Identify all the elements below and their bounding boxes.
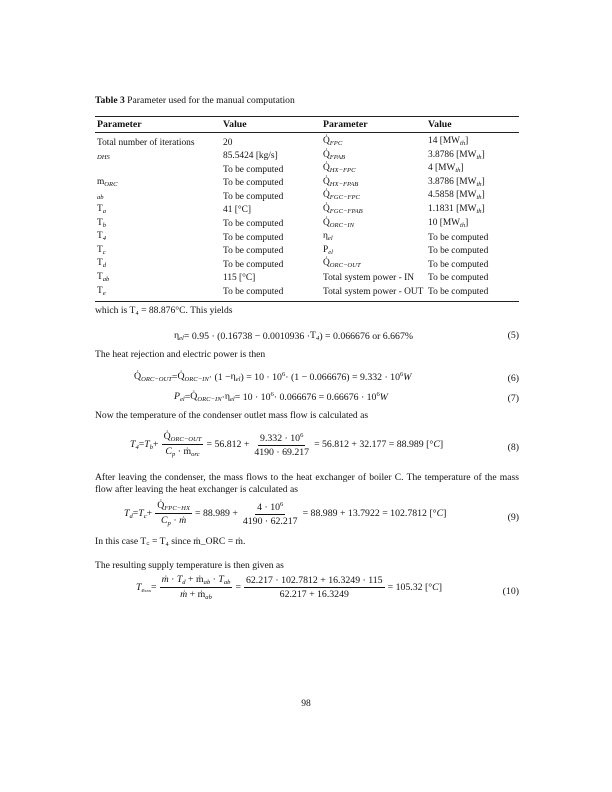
subscript: ab [223, 579, 231, 586]
table-row [95, 133, 519, 150]
math-text: To be computed [428, 273, 489, 284]
subscript: 4 [135, 443, 139, 451]
table-cell [221, 245, 321, 259]
math-symbol: $Q̇_{ORC-OUT}$ [134, 371, 172, 383]
subscript: orc [191, 451, 200, 458]
table-cell [95, 190, 221, 204]
paragraph: which is T₄ = 88.876°C. This yields [95, 305, 233, 316]
math-symbol: C [433, 439, 440, 450]
numerator [160, 574, 233, 588]
table-cell [95, 204, 221, 218]
math-text: 1.1831 [MW [428, 203, 477, 214]
math-text: ] [481, 149, 485, 160]
math-symbol: C [436, 508, 444, 519]
math-text: · [170, 515, 180, 526]
table-cell [426, 150, 519, 164]
table-cell [95, 258, 221, 272]
table-cell [321, 177, 426, 191]
math-text: 41 [°C] [223, 205, 251, 216]
equation-7 [174, 391, 388, 403]
parameter-table [95, 116, 519, 302]
superscript: 6 [399, 371, 404, 378]
table-cell [221, 150, 321, 164]
fraction [155, 500, 192, 527]
math-text: + [146, 508, 153, 519]
math-text: 62.217 + 16.3249 [279, 589, 349, 600]
subscript: el [327, 235, 333, 243]
math-symbol: W [403, 371, 412, 383]
numerator [255, 501, 285, 515]
subscript: el [328, 248, 333, 256]
header-parameter: Parameter [95, 117, 221, 133]
subscript: FGC−FPC [329, 194, 360, 202]
math-text: ] [439, 439, 444, 450]
math-text: + [153, 439, 159, 450]
math-symbol: $Q̇_{ORC-IN}$ [177, 371, 209, 383]
table-cell [221, 177, 321, 191]
math-symbol: $T_c$ [138, 507, 147, 520]
math-text: 4 · 10 [257, 501, 280, 513]
math-text: · [175, 446, 184, 457]
table-header-row [95, 117, 519, 133]
subscript: th [455, 167, 461, 175]
table-row [95, 218, 519, 232]
subscript: el [229, 396, 235, 403]
math-text: + [187, 589, 198, 600]
table-cell [321, 286, 426, 302]
subscript: ab [205, 594, 212, 601]
math-symbol: $T_b$ [97, 217, 107, 229]
subscript: th [476, 180, 482, 188]
math-text: ] [481, 176, 485, 187]
math-text: 4190 · 62.217 [242, 515, 298, 527]
equation-5 [174, 330, 413, 342]
subscript: ORC−OUT [141, 376, 172, 383]
math-symbol: $T_{ab}$ [218, 574, 231, 586]
fraction [252, 432, 311, 458]
math-symbol: $\eta_{el}$ [230, 371, 241, 383]
denominator [278, 588, 351, 600]
table-cell [221, 163, 321, 177]
math-symbol: ṁ [179, 515, 187, 526]
subscript: ORC [104, 180, 118, 188]
math-symbol: $T_a$ [97, 203, 107, 215]
math-text: To be computed [223, 219, 284, 230]
table-cell [426, 190, 519, 204]
math-text: + [185, 574, 197, 585]
paragraph: After leaving the condenser, the mass flows to the heat exchanger of boiler C. The temperature of the mass flow after leaving the heat exchanger is calculated as [95, 472, 519, 496]
subscript: c [143, 512, 147, 520]
fraction [160, 574, 233, 601]
numerator [155, 500, 192, 514]
math-symbol: $T_{e_{sss}}$ [136, 581, 152, 594]
table-row [95, 286, 519, 302]
subscript: ORC−IN [197, 396, 222, 403]
subscript: th [460, 140, 466, 147]
math-text: ] [465, 217, 469, 228]
equation-10 [136, 574, 442, 601]
subscript: p [171, 451, 176, 458]
math-symbol: $Q̇_{ORC-IN}$ [323, 217, 355, 229]
math-symbol: $\eta_{el}$ [323, 231, 333, 243]
math-text: = 88.989 + 13.7922 = 102.7812 [° [302, 508, 437, 519]
math-text: = [184, 391, 191, 403]
fraction [241, 501, 300, 527]
header-value: Value [221, 117, 321, 133]
math-symbol: $Q̇_{FGC-FPAB}$ [323, 203, 363, 215]
math-text: To be computed [223, 287, 284, 298]
subscript: ORC−IN [329, 221, 355, 229]
math-text: ] [460, 163, 464, 174]
math-symbol [97, 190, 104, 200]
math-text: = [138, 439, 145, 450]
subscript: FPC [329, 140, 343, 147]
math-text: To be computed [428, 232, 489, 243]
table-cell [321, 163, 426, 177]
table-cell [221, 204, 321, 218]
math-symbol: ṁ [161, 574, 169, 585]
numerator [244, 575, 385, 588]
superscript: 6 [270, 391, 274, 398]
math-symbol: C [432, 582, 439, 593]
math-symbol: $T_4$ [310, 330, 320, 342]
denominator [159, 514, 188, 527]
math-text: To be computed [428, 246, 489, 257]
table-cell [321, 258, 426, 272]
subscript: el [179, 396, 185, 403]
table-row [95, 272, 519, 286]
subscript: FPC−HX [164, 505, 190, 512]
table-cell [95, 133, 221, 150]
equation-number: (5) [507, 330, 519, 341]
subscript: FGC−FPAB [329, 207, 363, 215]
table-cell [321, 218, 426, 232]
math-symbol: $T_d$ [124, 507, 133, 520]
superscript: 6 [376, 391, 380, 398]
equation-8 [130, 431, 443, 458]
math-symbol: ṁ$_{ab}$ [196, 574, 211, 586]
math-text: ] [465, 136, 469, 146]
math-text: = 10 · 10 [234, 391, 271, 403]
math-symbol: $T_{ab}$ [97, 271, 110, 283]
table-cell [321, 150, 426, 164]
subscript: ab [102, 275, 110, 283]
math-text: ] [443, 508, 447, 519]
table-cell [95, 177, 221, 191]
subscript: b [102, 221, 107, 229]
table-cell [221, 190, 321, 204]
math-symbol: $Q̇_{FGC-FPC}$ [323, 190, 360, 202]
math-symbol: $\eta_{el}$ [224, 391, 235, 403]
math-symbol: $T_4$ [97, 231, 107, 243]
math-text: To be computed [223, 246, 284, 257]
table-cell [221, 231, 321, 245]
math-text: = [171, 371, 178, 383]
math-symbol: $T_b$ [144, 438, 154, 451]
math-symbol: $T_c$ [97, 244, 106, 256]
math-text: 4.5858 [MW [428, 190, 477, 201]
math-symbol: $Q̇_{FPAB}$ [323, 149, 346, 161]
table-cell [95, 272, 221, 286]
math-text: To be computed [223, 232, 284, 243]
table-row [95, 177, 519, 191]
subscript: HX−FPC [329, 167, 356, 175]
subscript: b [149, 443, 154, 451]
math-text: 9.332 · 10 [260, 432, 301, 444]
table-cell [426, 133, 519, 150]
table-cell [221, 218, 321, 232]
math-text: 14 [MW [428, 136, 461, 146]
math-symbol [97, 150, 110, 160]
table-row [95, 245, 519, 259]
subscript: p [167, 520, 171, 527]
math-text: ] [481, 190, 485, 201]
math-text: ) = 0.066676 or 6.667% [319, 330, 414, 342]
numerator [258, 432, 305, 446]
table-cell [426, 258, 519, 272]
math-text: To be computed [223, 259, 284, 270]
equation-number: (7) [507, 393, 519, 404]
math-text: 4190 · 69.217 [254, 446, 310, 458]
math-text: = 88.989 + [194, 508, 238, 519]
equation-6 [134, 371, 411, 383]
superscript: 6 [300, 431, 304, 439]
math-text: To be computed [428, 287, 489, 298]
table-cell [321, 231, 426, 245]
math-symbol: $Q̇_{FPC}$ [323, 136, 343, 147]
table-cell [321, 190, 426, 204]
table-row [95, 258, 519, 272]
table-cell [426, 245, 519, 259]
math-symbol: $P_{el}$ [174, 391, 185, 403]
math-symbol: $Q̇_{FPC-HX}$ [157, 500, 190, 512]
math-text: 20 [223, 137, 233, 148]
math-symbol: $T_d$ [176, 574, 186, 586]
paragraph: The resulting supply temperature is then given as [95, 560, 284, 571]
math-text: Total system power - OUT [323, 287, 424, 298]
table-row [95, 163, 519, 177]
table-label: Table 3 [95, 95, 125, 106]
superscript: 6 [281, 371, 286, 378]
math-symbol: ṁ [180, 589, 188, 600]
table-cell [95, 245, 221, 259]
math-symbol: $T_d$ [97, 258, 107, 270]
table-cell [426, 177, 519, 191]
equation-number: (8) [507, 442, 519, 453]
table-cell [95, 231, 221, 245]
math-text: Total number of iterations [97, 137, 195, 148]
math-text: 10 [MW [428, 217, 461, 228]
subscript: ab [203, 579, 211, 586]
table-cell [426, 204, 519, 218]
math-symbol: $C_p$ [161, 515, 171, 527]
math-text: ] [481, 203, 485, 214]
math-symbol: $Q̇_{HX-FPAB}$ [323, 176, 359, 188]
math-text: 115 [°C] [223, 273, 256, 284]
table-caption [95, 95, 295, 106]
header-parameter-2: Parameter [321, 117, 426, 133]
paragraph: Now the temperature of the condenser outlet mass flow is calculated as [95, 410, 369, 421]
fraction [162, 431, 204, 458]
subscript: ab [97, 194, 104, 202]
table-caption-text: Parameter used for the manual computation [124, 95, 295, 106]
math-symbol: $\eta_{el}$ [174, 330, 184, 342]
table-cell [221, 258, 321, 272]
math-symbol: $Q̇_{HX-FPC}$ [323, 163, 356, 175]
math-symbol: $Q̇_{ORC-OUT}$ [163, 431, 202, 443]
table-cell [321, 245, 426, 259]
equation-number: (9) [507, 512, 519, 523]
table-row [95, 204, 519, 218]
math-text: ) = 10 · 10 [240, 371, 282, 383]
fraction [244, 575, 385, 600]
math-symbol [280, 502, 283, 513]
subscript: ORC−OUT [329, 262, 361, 270]
table-cell [426, 272, 519, 286]
denominator [241, 515, 300, 527]
subscript: el [235, 376, 241, 383]
subscript: th [476, 153, 482, 161]
subscript: d [129, 512, 133, 520]
math-symbol: $m_{ORC}$ [97, 176, 118, 188]
subscript: ORC−IN [184, 376, 209, 383]
math-symbol: $P_{el}$ [323, 244, 333, 256]
math-text: · [221, 391, 225, 403]
subscript: th [476, 207, 482, 215]
math-symbol: $T_e$ [97, 285, 106, 297]
denominator [163, 445, 201, 458]
math-text: = 0.95 · (0.16738 − 0.0010936 · [183, 330, 311, 342]
math-symbol: $T_4$ [130, 438, 139, 451]
math-text: 4 [MW [428, 163, 456, 174]
denominator [178, 588, 214, 601]
math-text: · [210, 574, 219, 585]
equation-number: (10) [502, 586, 519, 597]
table-row [95, 150, 519, 164]
equation-9 [124, 500, 446, 527]
subscript: th [476, 194, 482, 202]
table-cell [426, 231, 519, 245]
table-row [95, 190, 519, 204]
math-symbol: $Q̇_{ORC-OUT}$ [323, 258, 361, 270]
math-text: ] [438, 582, 442, 593]
math-text: · [168, 574, 177, 585]
subscript: e [102, 289, 106, 297]
math-text: To be computed [223, 164, 284, 175]
subscript: d [182, 579, 186, 586]
table-cell [321, 133, 426, 150]
math-text: = 56.812 + [206, 439, 250, 450]
math-symbol: ṁ$_{ab}$ [197, 589, 212, 601]
math-text: = 105.32 [° [387, 582, 433, 593]
paragraph: The heat rejection and electric power is then [95, 349, 266, 360]
subscript: eₛₛₛ [141, 586, 152, 594]
table-cell [321, 204, 426, 218]
table-cell [221, 133, 321, 150]
table-cell [95, 218, 221, 232]
table-cell [426, 218, 519, 232]
table-cell [95, 286, 221, 302]
math-text: To be computed [428, 259, 489, 270]
math-symbol [300, 433, 303, 444]
math-text: To be computed [223, 191, 284, 202]
table-cell [426, 286, 519, 302]
table-row [95, 231, 519, 245]
table-cell [321, 272, 426, 286]
subscript: el [179, 335, 184, 342]
math-symbol: ṁ$_{orc}$ [183, 446, 200, 458]
math-text: = 56.812 + 32.177 = 88.989 [° [314, 439, 434, 450]
math-text: Total system power - IN [323, 273, 414, 284]
table-cell [221, 272, 321, 286]
header-value-2: Value [426, 117, 519, 133]
subscript: HX−FPAB [329, 180, 359, 188]
math-text: = [235, 582, 241, 593]
denominator [252, 446, 311, 458]
math-text: · (1 − [208, 371, 231, 383]
subscript: th [460, 221, 466, 229]
subscript: 4 [102, 235, 107, 243]
table-cell [95, 163, 221, 177]
math-text: 85.5424 [kg/s] [223, 151, 278, 162]
subscript: d [102, 262, 107, 270]
math-text: 3.8786 [MW [428, 176, 477, 187]
math-text: · 0.066676 = 0.66676 · 10 [273, 391, 377, 403]
math-text: = [132, 508, 139, 519]
math-text: 62.217 · 102.7812 + 16.3249 · 115 [245, 575, 383, 586]
equation-number: (6) [507, 373, 519, 384]
math-text: = [151, 582, 157, 593]
subscript: FPAB [329, 153, 346, 161]
math-symbol: $C_p$ [165, 446, 176, 458]
table-cell [95, 150, 221, 164]
paragraph: In this case T꜀ = T₄ since ṁ_ORC = ṁ. [95, 536, 246, 547]
subscript: ORC−OUT [170, 436, 202, 443]
subscript: 4 [316, 335, 320, 342]
math-symbol: W [379, 391, 388, 403]
math-symbol: $Q̇_{ORC-IN}$ [190, 391, 222, 403]
superscript: 6 [280, 500, 284, 508]
table-cell [426, 163, 519, 177]
subscript: c [102, 248, 106, 256]
subscript: a [102, 207, 107, 215]
page-number: 98 [301, 698, 311, 709]
subscript: DHS [97, 153, 110, 161]
math-text: · (1 − 0.066676) = 9.332 · 10 [285, 371, 400, 383]
math-text: 3.8786 [MW [428, 149, 477, 160]
table-cell [221, 286, 321, 302]
numerator [162, 431, 204, 445]
math-text: To be computed [223, 178, 284, 189]
